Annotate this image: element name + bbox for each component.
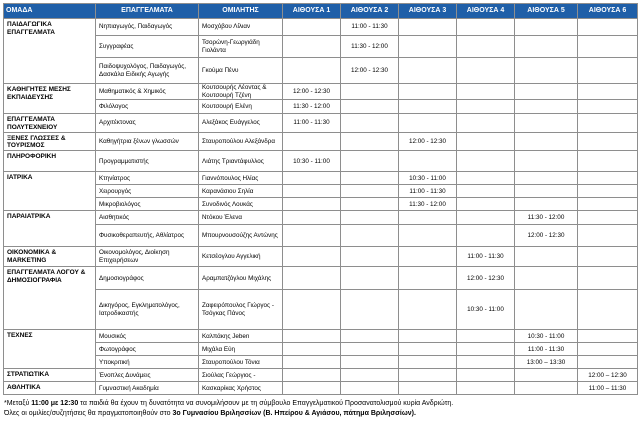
empty-slot-cell <box>283 356 341 369</box>
empty-slot-cell <box>341 100 399 114</box>
empty-slot-cell <box>341 356 399 369</box>
empty-slot-cell <box>457 225 515 247</box>
empty-slot-cell <box>283 382 341 395</box>
empty-slot-cell <box>341 114 399 133</box>
empty-slot-cell <box>399 151 457 172</box>
header-hall-4: ΑΙΘΟΥΣΑ 4 <box>457 4 515 19</box>
empty-slot-cell <box>457 356 515 369</box>
empty-slot-cell <box>283 267 341 290</box>
empty-slot-cell <box>457 36 515 58</box>
table-row <box>4 36 638 58</box>
footnote-1-bold: 11:00 με 12:30 <box>31 400 79 407</box>
header-row <box>4 4 638 19</box>
profession-cell: Αρχιτέκτονας <box>96 114 199 133</box>
empty-slot-cell <box>283 185 341 198</box>
schedule-table <box>3 3 638 395</box>
empty-slot-cell <box>578 114 638 133</box>
empty-slot-cell <box>283 247 341 267</box>
empty-slot-cell <box>578 290 638 330</box>
time-slot-cell: 10:30 - 11:00 <box>399 172 457 185</box>
empty-slot-cell <box>457 58 515 84</box>
group-cell: ΚΑΘΗΓΗΤΕΣ ΜΕΣΗΣ ΕΚΠΑΙΔΕΥΣΗΣ <box>4 84 96 114</box>
profession-cell: Αισθητικός <box>96 211 199 225</box>
table-row <box>4 356 638 369</box>
speaker-cell: Μιχάλα Εύη <box>199 343 283 356</box>
time-slot-cell: 12:00 - 12:30 <box>399 132 457 151</box>
table-row <box>4 132 638 151</box>
empty-slot-cell <box>399 382 457 395</box>
empty-slot-cell <box>283 172 341 185</box>
group-cell: ΤΕΧΝΕΣ <box>4 330 96 369</box>
empty-slot-cell <box>283 343 341 356</box>
profession-cell: Συγγραφέας <box>96 36 199 58</box>
empty-slot-cell <box>515 36 578 58</box>
table-row <box>4 58 638 84</box>
profession-cell: Υποκριτική <box>96 356 199 369</box>
time-slot-cell: 11:00 - 11:30 <box>457 247 515 267</box>
time-slot-cell: 12:00 - 12:30 <box>457 267 515 290</box>
schedule-body <box>4 19 638 395</box>
profession-cell: Δικηγόρος, Εγκληματολόγος, Ιατροδικαστής <box>96 290 199 330</box>
empty-slot-cell <box>515 151 578 172</box>
empty-slot-cell <box>341 84 399 100</box>
speaker-cell: Λιάτης Τριαντάφυλλος <box>199 151 283 172</box>
empty-slot-cell <box>399 58 457 84</box>
empty-slot-cell <box>457 84 515 100</box>
header-hall-3: ΑΙΘΟΥΣΑ 3 <box>399 4 457 19</box>
empty-slot-cell <box>515 369 578 382</box>
time-slot-cell: 11:00 - 11:30 <box>341 19 399 36</box>
empty-slot-cell <box>283 211 341 225</box>
empty-slot-cell <box>457 330 515 343</box>
time-slot-cell: 11:00 - 11:30 <box>283 114 341 133</box>
speaker-cell: Αλεξάκος Ευάγγελος <box>199 114 283 133</box>
empty-slot-cell <box>341 290 399 330</box>
empty-slot-cell <box>578 356 638 369</box>
speaker-cell: Συνοδινός Λουκάς <box>199 198 283 211</box>
table-row <box>4 151 638 172</box>
empty-slot-cell <box>578 185 638 198</box>
empty-slot-cell <box>399 114 457 133</box>
empty-slot-cell <box>515 19 578 36</box>
group-cell: ΠΑΡΑΙΑΤΡΙΚΑ <box>4 211 96 247</box>
empty-slot-cell <box>578 330 638 343</box>
empty-slot-cell <box>578 211 638 225</box>
profession-cell: Χειρουργός <box>96 185 199 198</box>
speaker-cell: Σταυροπούλου Αλεξάνδρα <box>199 132 283 151</box>
profession-cell: Μικροβιολόγος <box>96 198 199 211</box>
empty-slot-cell <box>515 114 578 133</box>
empty-slot-cell <box>341 185 399 198</box>
speaker-cell: Σιούλας Γεώργιος - <box>199 369 283 382</box>
empty-slot-cell <box>457 172 515 185</box>
time-slot-cell: 11:30 - 12:00 <box>399 198 457 211</box>
empty-slot-cell <box>399 343 457 356</box>
footnote-1-text-end: τα παιδιά θα έχουν τη δυνατότητα να συνομιλήσουν με τη σύμβουλο Επαγγελματικού Προσανατολισμού κυρία Ανδριώτη. <box>78 400 454 407</box>
empty-slot-cell <box>341 247 399 267</box>
speaker-cell: Σταυροπούλου Τόνια <box>199 356 283 369</box>
profession-cell: Φωτογράφος <box>96 343 199 356</box>
empty-slot-cell <box>578 172 638 185</box>
profession-cell: Οικονομολόγος, Διοίκηση Επιχειρήσεων <box>96 247 199 267</box>
empty-slot-cell <box>515 185 578 198</box>
empty-slot-cell <box>341 330 399 343</box>
speaker-cell: Ντόκου Έλενα <box>199 211 283 225</box>
empty-slot-cell <box>457 211 515 225</box>
table-row <box>4 225 638 247</box>
profession-cell: Προγραμματιστής <box>96 151 199 172</box>
empty-slot-cell <box>578 132 638 151</box>
empty-slot-cell <box>578 247 638 267</box>
group-cell: ΕΠΑΓΓΕΛΜΑΤΑ ΛΟΓΟΥ & ΔΗΜΟΣΙΟΓΡΑΦΙΑ <box>4 267 96 330</box>
group-cell: ΙΑΤΡΙΚΑ <box>4 172 96 211</box>
table-row <box>4 114 638 133</box>
empty-slot-cell <box>341 198 399 211</box>
table-row <box>4 84 638 100</box>
time-slot-cell: 12:00 - 12:30 <box>341 58 399 84</box>
table-row <box>4 198 638 211</box>
table-row <box>4 343 638 356</box>
header-hall-2: ΑΙΘΟΥΣΑ 2 <box>341 4 399 19</box>
empty-slot-cell <box>457 382 515 395</box>
time-slot-cell: 10:30 - 11:00 <box>283 151 341 172</box>
profession-cell: Γυμναστική Ακαδημία <box>96 382 199 395</box>
empty-slot-cell <box>515 267 578 290</box>
empty-slot-cell <box>578 36 638 58</box>
time-slot-cell: 11:00 - 11:30 <box>399 185 457 198</box>
empty-slot-cell <box>341 225 399 247</box>
profession-cell: Φιλόλογος <box>96 100 199 114</box>
time-slot-cell: 12:00 – 12:30 <box>578 369 638 382</box>
empty-slot-cell <box>515 198 578 211</box>
group-cell: ΠΑΙΔΑΓΩΓΙΚΑ ΕΠΑΓΓΕΛΜΑΤΑ <box>4 19 96 84</box>
empty-slot-cell <box>283 330 341 343</box>
speaker-cell: Κασκαρίκας Χρήστος <box>199 382 283 395</box>
speaker-cell: Μοσχόβου Λίλιαν <box>199 19 283 36</box>
speaker-cell: Κουτσουρή Ελένη <box>199 100 283 114</box>
group-cell: ΕΠΑΓΓΕΛΜΑΤΑ ΠΟΛΥΤΕΧΝΕΙΟΥ <box>4 114 96 133</box>
empty-slot-cell <box>341 369 399 382</box>
empty-slot-cell <box>578 151 638 172</box>
empty-slot-cell <box>399 330 457 343</box>
time-slot-cell: 12:00 - 12:30 <box>515 225 578 247</box>
time-slot-cell: 10:30 - 11:00 <box>515 330 578 343</box>
empty-slot-cell <box>515 382 578 395</box>
profession-cell: Μουσικός <box>96 330 199 343</box>
time-slot-cell: 12:00 - 12:30 <box>283 84 341 100</box>
group-cell: ΣΤΡΑΤΙΩΤΙΚΑ <box>4 369 96 382</box>
table-row <box>4 267 638 290</box>
profession-cell: Ένοπλες Δυνάμεις <box>96 369 199 382</box>
footnote-1-text: *Μεταξύ <box>4 400 32 407</box>
footnote-2-bold: 3ο Γυμνασίου Βριλησσίων (Β. Ηπείρου & Αγιάσου, πάτημα Βριλησσίων). <box>172 410 416 417</box>
empty-slot-cell <box>515 172 578 185</box>
empty-slot-cell <box>283 225 341 247</box>
empty-slot-cell <box>578 84 638 100</box>
table-row <box>4 369 638 382</box>
table-row <box>4 172 638 185</box>
empty-slot-cell <box>399 225 457 247</box>
empty-slot-cell <box>578 225 638 247</box>
empty-slot-cell <box>578 198 638 211</box>
empty-slot-cell <box>457 198 515 211</box>
speaker-cell: Μπουρνουσούζης Αντώνης <box>199 225 283 247</box>
empty-slot-cell <box>515 247 578 267</box>
speaker-cell: Καρανάσιου Σηλία <box>199 185 283 198</box>
empty-slot-cell <box>283 369 341 382</box>
speaker-cell: Αραμπατζόγλου Μιχάλης <box>199 267 283 290</box>
empty-slot-cell <box>578 58 638 84</box>
empty-slot-cell <box>457 185 515 198</box>
empty-slot-cell <box>399 267 457 290</box>
empty-slot-cell <box>341 382 399 395</box>
header-group: ΟΜΑΔΑ <box>4 4 96 19</box>
group-cell: ΞΕΝΕΣ ΓΛΩΣΣΕΣ & ΤΟΥΡΙΣΜΟΣ <box>4 132 96 151</box>
empty-slot-cell <box>457 343 515 356</box>
empty-slot-cell <box>457 100 515 114</box>
empty-slot-cell <box>399 100 457 114</box>
empty-slot-cell <box>515 290 578 330</box>
time-slot-cell: 11:00 – 11:30 <box>578 382 638 395</box>
speaker-cell: Γκούμα Πένυ <box>199 58 283 84</box>
empty-slot-cell <box>341 211 399 225</box>
empty-slot-cell <box>515 58 578 84</box>
empty-slot-cell <box>283 58 341 84</box>
header-speaker: ΟΜΙΛΗΤΗΣ <box>199 4 283 19</box>
time-slot-cell: 11:30 - 12:00 <box>515 211 578 225</box>
table-row <box>4 290 638 330</box>
profession-cell: Μαθηματικός & Χημικός <box>96 84 199 100</box>
table-row <box>4 100 638 114</box>
time-slot-cell: 11:30 - 12:00 <box>283 100 341 114</box>
group-cell: ΑΘΛΗΤΙΚΑ <box>4 382 96 395</box>
footnote-1 <box>4 399 636 409</box>
empty-slot-cell <box>457 19 515 36</box>
header-hall-5: ΑΙΘΟΥΣΑ 5 <box>515 4 578 19</box>
speaker-cell: Κετσέογλου Αγγελική <box>199 247 283 267</box>
empty-slot-cell <box>515 84 578 100</box>
time-slot-cell: 11:00 - 11:30 <box>515 343 578 356</box>
empty-slot-cell <box>578 19 638 36</box>
empty-slot-cell <box>515 100 578 114</box>
header-profession: ΕΠΑΓΓΕΛΜΑΤΑ <box>96 4 199 19</box>
empty-slot-cell <box>399 290 457 330</box>
profession-cell: Παιδοψυχολόγος, Παιδαγωγός, Δασκάλα Ειδικής Αγωγής <box>96 58 199 84</box>
empty-slot-cell <box>341 343 399 356</box>
group-cell: ΟΙΚΟΝΟΜΙΚΑ & MARKETING <box>4 247 96 267</box>
empty-slot-cell <box>399 19 457 36</box>
speaker-cell: Τσορώνη-Γεωργιάδη Γιολάντα <box>199 36 283 58</box>
profession-cell: Κτηνίατρος <box>96 172 199 185</box>
profession-cell: Καθηγήτρια ξένων γλωσσών <box>96 132 199 151</box>
table-row <box>4 19 638 36</box>
empty-slot-cell <box>341 172 399 185</box>
header-hall-6: ΑΙΘΟΥΣΑ 6 <box>578 4 638 19</box>
speaker-cell: Κουτσουρής Λέοντας & Κουτσουρή Τζένη <box>199 84 283 100</box>
group-cell: ΠΛΗΡΟΦΟΡΙΚΗ <box>4 151 96 172</box>
empty-slot-cell <box>399 369 457 382</box>
time-slot-cell: 10:30 - 11:00 <box>457 290 515 330</box>
empty-slot-cell <box>283 132 341 151</box>
table-row <box>4 330 638 343</box>
speaker-cell: Καλπάκης Jeben <box>199 330 283 343</box>
empty-slot-cell <box>283 36 341 58</box>
empty-slot-cell <box>578 343 638 356</box>
empty-slot-cell <box>341 132 399 151</box>
empty-slot-cell <box>341 267 399 290</box>
footnotes <box>4 399 636 419</box>
table-row <box>4 382 638 395</box>
footnote-2-text: Όλες οι ομιλίες/συζητήσεις θα πραγματοποιηθούν στο <box>4 410 173 417</box>
profession-cell: Νηπιαγωγός, Παιδαγωγός <box>96 19 199 36</box>
empty-slot-cell <box>399 211 457 225</box>
footnote-2 <box>4 409 636 419</box>
empty-slot-cell <box>578 100 638 114</box>
empty-slot-cell <box>399 84 457 100</box>
empty-slot-cell <box>515 132 578 151</box>
time-slot-cell: 11:30 - 12:00 <box>341 36 399 58</box>
empty-slot-cell <box>457 369 515 382</box>
table-row <box>4 211 638 225</box>
empty-slot-cell <box>457 114 515 133</box>
empty-slot-cell <box>457 132 515 151</box>
empty-slot-cell <box>283 198 341 211</box>
empty-slot-cell <box>341 151 399 172</box>
profession-cell: Δημοσιογράφος <box>96 267 199 290</box>
table-row <box>4 247 638 267</box>
profession-cell: Φυσικοθεραπευτής, Αθλίατρος <box>96 225 199 247</box>
speaker-cell: Γιαννόπουλος Ηλίας <box>199 172 283 185</box>
empty-slot-cell <box>399 247 457 267</box>
empty-slot-cell <box>399 36 457 58</box>
time-slot-cell: 13:00 – 13:30 <box>515 356 578 369</box>
empty-slot-cell <box>283 19 341 36</box>
empty-slot-cell <box>399 356 457 369</box>
header-hall-1: ΑΙΘΟΥΣΑ 1 <box>283 4 341 19</box>
empty-slot-cell <box>457 151 515 172</box>
speaker-cell: Ζαφειρόπουλος Γιώργος - Τσόγκας Πάνος <box>199 290 283 330</box>
table-row <box>4 185 638 198</box>
empty-slot-cell <box>283 290 341 330</box>
empty-slot-cell <box>578 267 638 290</box>
